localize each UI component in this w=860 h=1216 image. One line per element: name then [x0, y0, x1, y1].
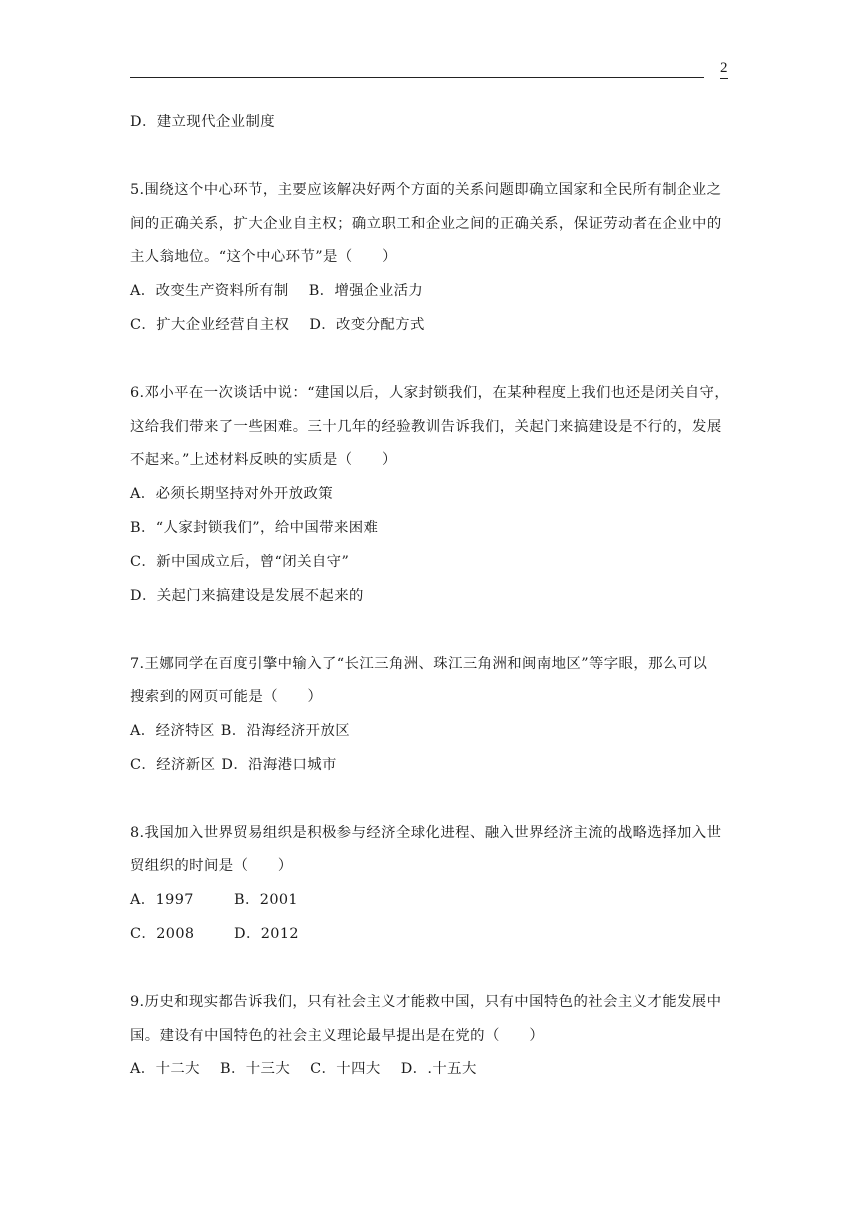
- q6-option-a: A．必须长期坚持对外开放政策: [130, 486, 334, 502]
- q7-options-row-1: [130, 721, 350, 741]
- q7-option-b: B．沿海经济开放区: [220, 723, 351, 739]
- q9-stem-line-1: 9.历史和现实都告诉我们，只有社会主义才能救中国，只有中国特色的社会主义才能发展中: [130, 994, 722, 1010]
- q5-stem-line-2: 间的正确关系，扩大企业自主权；确立职工和企业之间的正确关系，保证劳动者在企业中的: [130, 216, 722, 232]
- q9-option-d: D．.十五大: [400, 1061, 477, 1077]
- q5-option-a: A．改变生产资料所有制: [130, 283, 289, 299]
- q9-stem-line-2: 国。建设有中国特色的社会主义理论最早提出是在党的（ ）: [130, 1028, 545, 1044]
- q8-options-row-2: [130, 924, 299, 944]
- q7-stem-line-2: 搜索到的网页可能是（ ）: [130, 689, 323, 705]
- q8-stem-line-2: 贸组织的时间是（ ）: [130, 858, 293, 874]
- q8-option-a: A．1997: [130, 892, 194, 908]
- q5-stem-line-1: 5.围绕这个中心环节，主要应该解决好两个方面的关系问题即确立国家和全民所有制企业之: [130, 182, 722, 198]
- q4-option-d: D．建立现代企业制度: [130, 114, 276, 130]
- q6-stem-line-3: 不起来。”上述材料反映的实质是（ ）: [130, 452, 397, 468]
- q7-option-a: A．经济特区: [130, 723, 215, 739]
- q6-stem-line-1: 6.邓小平在一次谈话中说：“建国以后，人家封锁我们，在某种程度上我们也还是闭关自守，: [130, 385, 730, 401]
- q5-option-d: D．改变分配方式: [309, 317, 425, 333]
- q8-stem-line-1: 8.我国加入世界贸易组织是积极参与经济全球化进程、融入世界经济主流的战略选择加入世: [130, 825, 722, 841]
- q7-option-d: D．沿海港口城市: [221, 757, 337, 773]
- q5-options-row-1: [130, 281, 423, 301]
- q7-options-row-2: [130, 755, 337, 775]
- q7-option-c: C．经济新区: [130, 757, 216, 773]
- q5-option-b: B．增强企业活力: [308, 283, 424, 299]
- q5-option-c: C．扩大企业经营自主权: [130, 317, 290, 333]
- q9-option-b: B．十三大: [219, 1061, 291, 1077]
- q8-options-row-1: [130, 890, 298, 910]
- q8-option-d: D．2012: [234, 926, 299, 942]
- q5-stem-line-3: 主人翁地位。“这个中心环节”是（ ）: [130, 249, 397, 265]
- q9-option-c: C．十四大: [310, 1061, 381, 1077]
- page-number: 2: [720, 60, 728, 79]
- q8-option-c: C．2008: [130, 926, 195, 942]
- q6-option-c: C．新中国成立后，曾“闭关自守”: [130, 554, 350, 570]
- q6-stem-line-2: 这给我们带来了一些困难。三十几年的经验教训告诉我们，关起门来搞建设是不行的，发展: [130, 419, 722, 435]
- header-rule: [130, 77, 704, 78]
- q6-option-d: D．关起门来搞建设是发展不起来的: [130, 588, 364, 604]
- q6-option-b: B．“人家封锁我们”，给中国带来困难: [130, 520, 379, 536]
- q5-options-row-2: [130, 315, 425, 335]
- q9-options-row: [130, 1059, 477, 1079]
- q7-stem-line-1: 7.王娜同学在百度引擎中输入了“长江三角洲、珠江三角洲和闽南地区”等字眼，那么可以: [130, 656, 708, 672]
- q8-option-b: B．2001: [234, 892, 298, 908]
- q9-option-a: A．十二大: [130, 1061, 200, 1077]
